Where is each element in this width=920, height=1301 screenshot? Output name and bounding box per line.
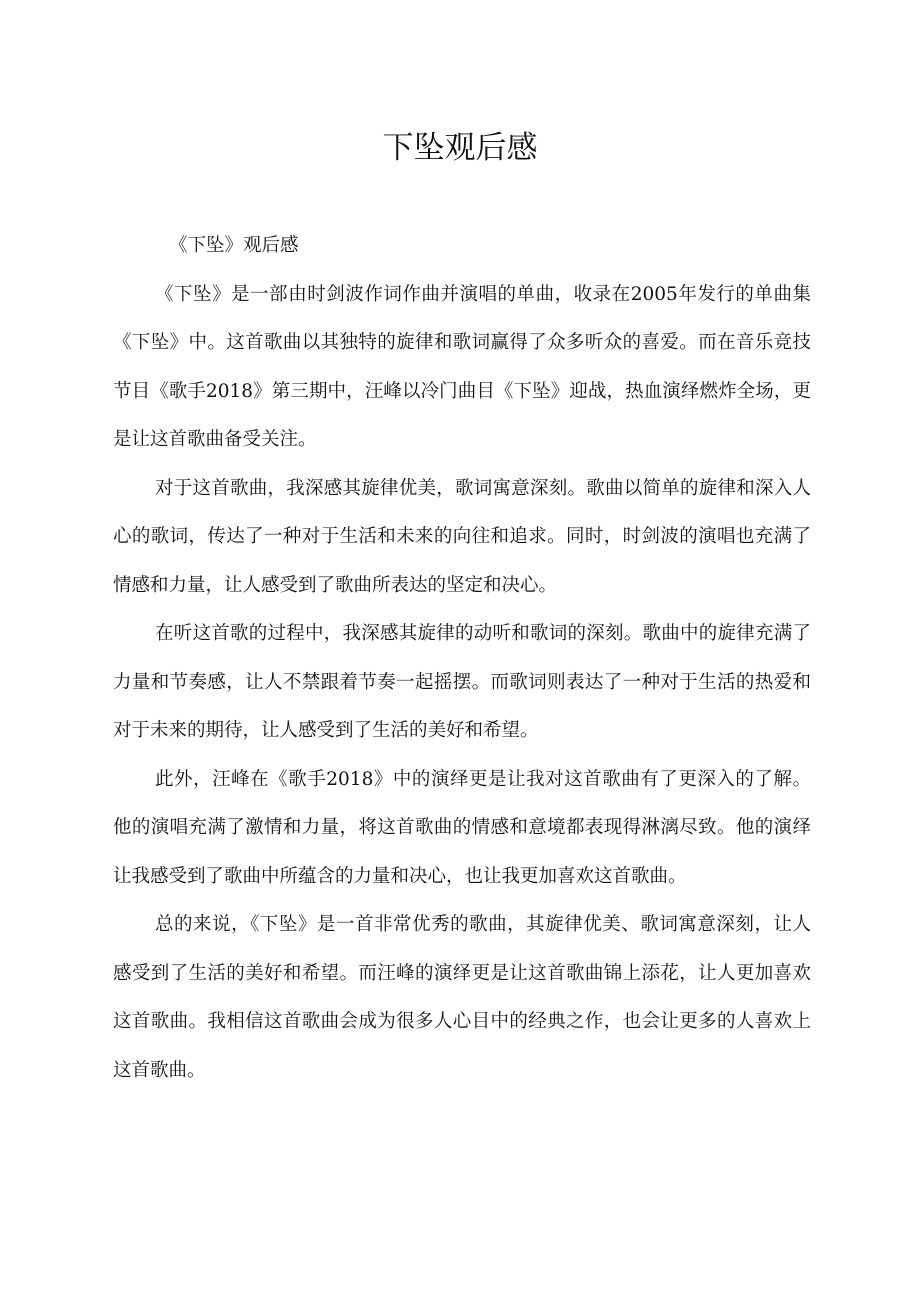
subtitle-paragraph: 《下坠》观后感 <box>169 235 299 256</box>
listening-paragraph: 在听这首歌的过程中，我深感其旋律的动听和歌词的深刻。歌曲中的旋律充满了力量和节奏感，让人不禁跟着节奏一起摇摆。而歌词则表达了一种对于生活的热爱和对于未来的期待，让人感受到了生活的美好和希望。 <box>113 623 811 741</box>
conclusion-paragraph: 总的来说，《下坠》是一首非常优秀的歌曲，其旋律优美、歌词寓意深刻，让人感受到了生活的美好和希望。而汪峰的演绎更是让这首歌曲锦上添花，让人更加喜欢这首歌曲。我相信这首歌曲会成为很多人心目中的经典之作，也会让更多的人喜欢上这首歌曲。 <box>113 914 811 1081</box>
intro-paragraph: 《下坠》是一部由时剑波作词作曲并演唱的单曲，收录在2005年发行的单曲集《下坠》中。这首歌曲以其独特的旋律和歌词赢得了众多听众的喜爱。而在音乐竞技节目《歌手2018》第三期中，汪峰以冷门曲目《下坠》迎战，热血演绎燃炸全场，更是让这首歌曲备受关注。 <box>113 283 811 450</box>
document-body <box>113 222 811 1095</box>
impression-paragraph: 对于这首歌曲，我深感其旋律优美，歌词寓意深刻。歌曲以简单的旋律和深入人心的歌词，传达了一种对于生活和未来的向往和追求。同时，时剑波的演唱也充满了情感和力量，让人感受到了歌曲所表达的坚定和决心。 <box>113 477 811 596</box>
document-title: 下坠观后感 <box>382 130 538 166</box>
performance-paragraph: 此外，汪峰在《歌手2018》中的演绎更是让我对这首歌曲有了更深入的了解。他的演唱充满了激情和力量，将这首歌曲的情感和意境都表现得淋漓尽致。他的演绎让我感受到了歌曲中所蕴含的力量和决心，也让我更加喜欢这首歌曲。 <box>113 768 811 887</box>
